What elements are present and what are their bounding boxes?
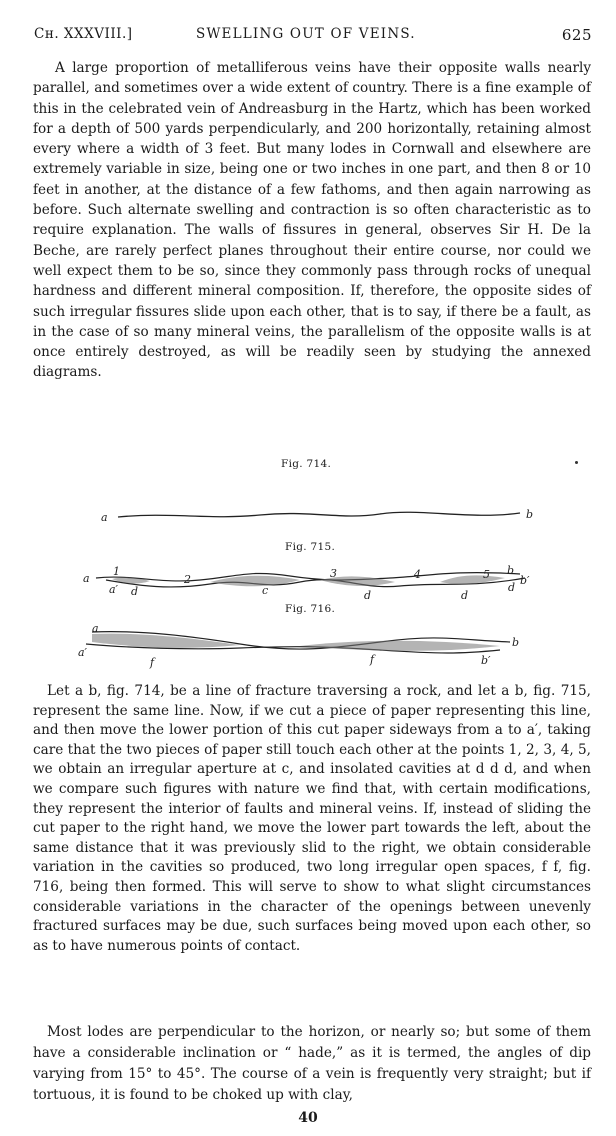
fig715-label-c: c (262, 584, 269, 597)
running-title: SWELLING OUT OF VEINS. (196, 26, 416, 42)
fig715-point-1: 1 (113, 565, 120, 578)
fig715-label-d-1: d (131, 585, 139, 598)
fig-715-caption: Fig. 715. (285, 541, 336, 553)
page-number: 625 (561, 26, 592, 44)
fig-715-diagram (0, 560, 616, 606)
fig715-point-4: 4 (414, 568, 421, 581)
stray-dot (575, 461, 578, 464)
fig716-label-b: b (512, 636, 520, 649)
fig715-point-5: 5 (483, 568, 490, 581)
signature-mark: 40 (298, 1110, 318, 1126)
fig715-label-a: a (83, 572, 90, 585)
open-space-f2 (300, 641, 500, 651)
fig716-label-b-prime: b′ (481, 654, 491, 667)
fig715-label-b-prime: b′ (520, 574, 530, 587)
fig715-label-a-prime: a′ (109, 583, 119, 596)
fig-714-caption: Fig. 714. (281, 458, 332, 470)
chapter-reference: Cн. XXXVIII.] (34, 26, 133, 42)
fig716-label-a-prime: a′ (78, 646, 88, 659)
fracture-line (118, 512, 520, 517)
fig-716-diagram (0, 620, 616, 672)
paragraph-lode-inclination: Most lodes are perpendicular to the horizon, or nearly so; but some of them have a considerable inclination or “ hade,” as it is termed, the angles of dip varying from 15° to 45°. The course of a vein is frequently very straight; but if tortuous, it is found to be choked up with clay, (33, 1024, 591, 1103)
fig714-label-b: b (526, 508, 534, 521)
fig-714-diagram (0, 490, 616, 530)
fig715-label-d-4: d (508, 581, 516, 594)
fig715-point-3: 3 (330, 567, 337, 580)
fig716-label-f-2: f (370, 653, 375, 666)
fig715-point-2: 2 (184, 573, 191, 586)
fig715-label-b: b (507, 564, 515, 577)
fig716-label-f-1: f (150, 656, 155, 669)
fig-716-caption: Fig. 716. (285, 603, 336, 615)
fig714-label-a: a (101, 511, 108, 524)
paragraph-fig-explanation: Let a b, fig. 714, be a line of fracture traversing a rock, and let a b, fig. 715, represent the same line. Now, if we cut a piece of paper representing this line, and then move the lower portion of this cut paper sideways from a to a′, taking care that the two pieces of paper still touch each other at the points 1, 2, 3, 4, 5, we obtain an irregular aperture at c, and insolated cavities at d d d, and when we compare such figures with nature we find that, with certain modifications, they represent the interior of faults and mineral veins. If, instead of sliding the cut paper to the right hand, we move the lower part towards the left, about the same distance that it was previously slid to the right, we obtain considerable variation in the cavities so produced, two long irregular open spaces, f f, fig. 716, being then formed. This will serve to show to what slight circumstances considerable variations in the character of the openings between unevenly fractured surfaces may be due, such surfaces being moved upon each other, so as to have numerous points of contact. (33, 683, 591, 954)
fig715-label-d-2: d (364, 589, 372, 602)
paragraph-veins-parallel: A large proportion of metalliferous veins have their opposite walls nearly parallel, and sometimes over a wide extent of country. There is a fine example of this in the celebrated vein of Andreasburg in the Hartz, which has been worked for a depth of 500 yards perpendicularly, and 200 horizontally, retaining almost every where a width of 3 feet. But many lodes in Cornwall and elsewhere are extremely variable in size, being one or two inches in one part, and then 8 or 10 feet in another, at the distance of a few fathoms, and then again narrowing as before. Such alternate swelling and contraction is so often characteristic as to require explanation. The walls of fissures in general, observes Sir H. De la Beche, are rarely perfect planes throughout their entire course, nor could we well expect them to be so, since they commonly pass through rocks of unequal hardness and different mineral composition. If, therefore, the opposite sides of such irregular fissures slide upon each other, that is to say, if there be a fault, as in the case of so many mineral veins, the parallelism of the opposite walls is at once entirely destroyed, as will be readily seen by studying the annexed diagrams. (33, 60, 591, 381)
running-head (34, 26, 592, 46)
fig716-label-a: a (92, 622, 99, 635)
fig715-label-d-3: d (461, 589, 469, 602)
